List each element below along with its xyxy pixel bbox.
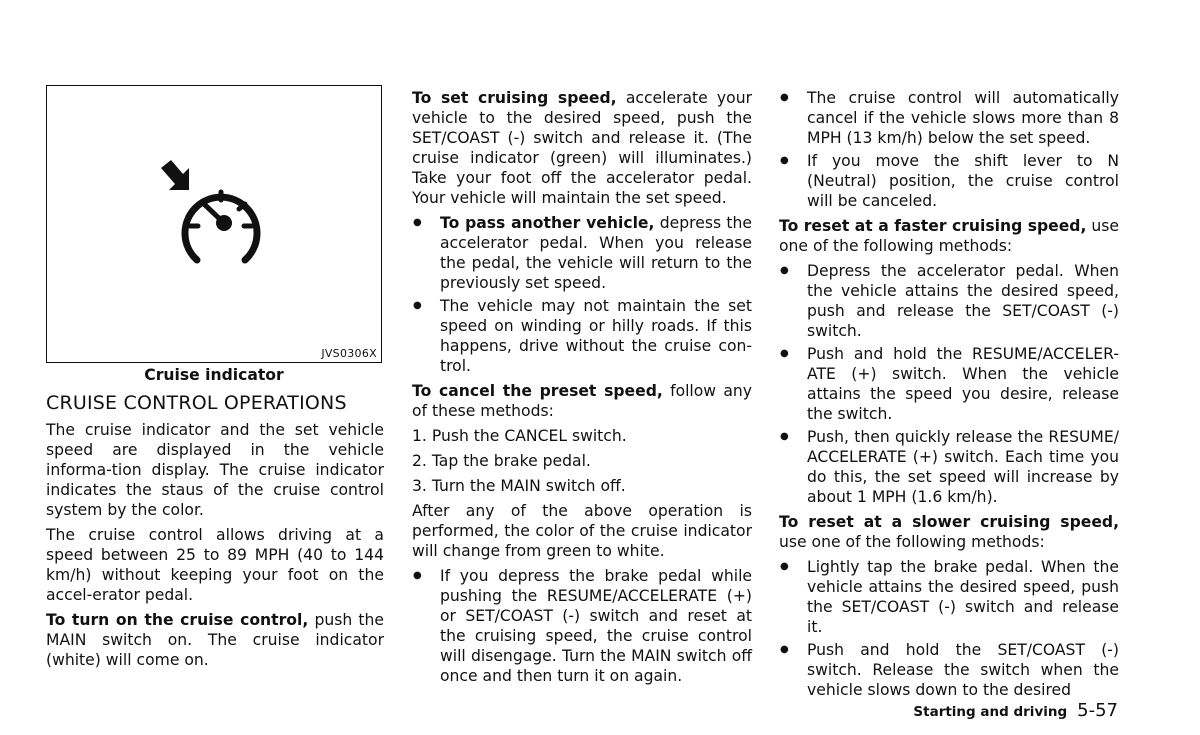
- section-title: CRUISE CONTROL OPERATIONS: [46, 392, 347, 414]
- bullet-list: [779, 557, 1119, 700]
- page-footer: [913, 700, 1118, 721]
- bullet-item: ● Push and hold the SET/COAST (-) switch. Release the switch when the vehicle slows down to the desired: [779, 640, 1119, 700]
- paragraph: [412, 88, 752, 208]
- numbered-item: 1. Push the CANCEL switch.: [412, 427, 627, 445]
- page-number: 5-57: [1077, 700, 1118, 721]
- paragraph: The cruise indicator and the set vehicle speed are displayed in the vehicle informa-tion display. The cruise indicator indicates the staus of the cruise control system by the color.: [46, 421, 384, 519]
- cruise-indicator-figure: [46, 85, 382, 363]
- numbered-list: [412, 426, 752, 496]
- bullet-item: ● The cruise control will automatically cancel if the vehicle slows more than 8 MPH (13 km/h) below the set speed.: [779, 88, 1119, 148]
- paragraph-text: follow any of these methods:: [412, 382, 752, 420]
- paragraph-text: use one of the following methods:: [779, 217, 1119, 255]
- bullet-item: ● Lightly tap the brake pedal. When the vehicle attains the desired speed, push the SET/COAST (-) switch and release it.: [779, 557, 1119, 637]
- bullet-item: ● The vehicle may not maintain the set speed on winding or hilly roads. If this happens, drive without the cruise con-trol.: [412, 296, 752, 376]
- footer-section-name: Starting and driving: [913, 704, 1068, 720]
- bold-lead: To reset at a slower cruising speed,: [779, 513, 1119, 531]
- bullet-item: [412, 213, 752, 293]
- figure-caption: Cruise indicator: [144, 366, 284, 384]
- paragraph: [412, 381, 752, 421]
- paragraph-text: use one of the following methods:: [779, 533, 1045, 551]
- numbered-item: 2. Tap the brake pedal.: [412, 452, 591, 470]
- paragraph: [779, 512, 1119, 552]
- cruise-indicator-icon: [157, 160, 267, 274]
- bullet-list: [779, 88, 1119, 211]
- bullet-list: [412, 566, 752, 686]
- figure-code: JVS0306X: [321, 347, 377, 360]
- bullet-text: depress the accelerator pedal. When you release the pedal, the vehicle will return to the previously set speed.: [440, 214, 753, 292]
- bullet-list: [779, 261, 1119, 507]
- bold-lead: To set cruising speed,: [412, 89, 617, 107]
- bullet-item: ● Depress the accelerator pedal. When the vehicle attains the desired speed, push and release the SET/COAST (-) switch.: [779, 261, 1119, 341]
- bold-lead: To cancel the preset speed,: [412, 382, 663, 400]
- column-1: [46, 420, 384, 675]
- paragraph: After any of the above operation is performed, the color of the cruise indicator will change from green to white.: [412, 502, 752, 560]
- bold-lead: To pass another vehicle,: [440, 214, 655, 232]
- bold-lead: To turn on the cruise control,: [46, 611, 309, 629]
- bullet-item: ● Push, then quickly release the RESUME/ ACCELERATE (+) switch. Each time you do this, the set speed will increase by about 1 MPH (1.6 km/h).: [779, 427, 1119, 507]
- bullet-item: ● If you depress the brake pedal while pushing the RESUME/ACCELERATE (+) or SET/COAST (-) switch and reset at the cruising speed, the cruise control will disengage. Turn the MAIN switch off once and then turn it on again.: [412, 566, 752, 686]
- paragraph: [46, 610, 384, 670]
- bold-lead: To reset at a faster cruising speed,: [779, 217, 1087, 235]
- paragraph-text: push the MAIN switch on. The cruise indicator (white) will come on.: [46, 611, 385, 669]
- bullet-item: ● Push and hold the RESUME/ACCELER-ATE (+) switch. When the vehicle attains the speed you desire, release the switch.: [779, 344, 1119, 424]
- column-3: [779, 88, 1119, 705]
- bullet-list: [412, 213, 752, 376]
- column-2: [412, 88, 752, 691]
- bullet-item: ● If you move the shift lever to N (Neutral) position, the cruise control will be canceled.: [779, 151, 1119, 211]
- numbered-item: 3. Turn the MAIN switch off.: [412, 477, 626, 495]
- paragraph-text: accelerate your vehicle to the desired speed, push the SET/COAST (-) switch and release it. (The cruise indicator (green) will illuminates.) Take your foot off the accelerator pedal. Your vehicle will maintain the set speed.: [412, 89, 752, 207]
- paragraph: The cruise control allows driving at a speed between 25 to 89 MPH (40 to 144 km/h) without keeping your foot on the accel-erator pedal.: [46, 526, 384, 604]
- paragraph: [779, 216, 1119, 256]
